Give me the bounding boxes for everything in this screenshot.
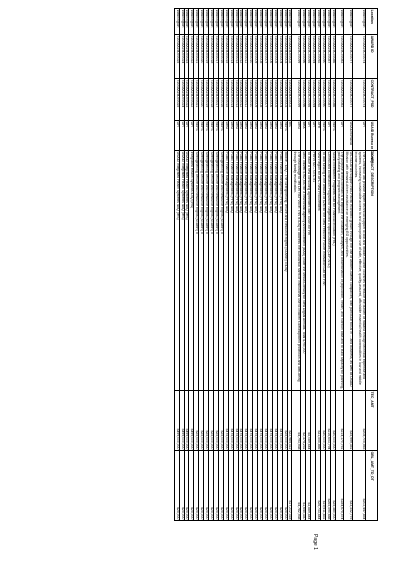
cell-obl-amt: $25,000 xyxy=(233,451,238,521)
cell-tec-amt: $475,000,000 xyxy=(272,391,277,451)
cell-tec-amt: $22,984,312 xyxy=(287,391,292,451)
cell-location: Washington xyxy=(320,9,325,35)
cell-award-id: 7200AA19D00008 xyxy=(258,35,263,79)
cell-tec-amt: $31,555,866 xyxy=(316,391,321,451)
cell-location: Washington xyxy=(325,9,330,35)
cell-tec-amt: $475,000,000 xyxy=(258,391,263,451)
cell-tec-amt: $475,000,000 xyxy=(263,391,268,451)
cell-tec-amt: $475,000,000 xyxy=(277,391,282,451)
cell-description: DRD utilized $762,650 for a new Broad Agency Announcement (BAA) under the Media Literacy for New Digital Arrivals. Total $790,000 xyxy=(301,151,306,391)
cell-award-id: 7200AA19D00013 xyxy=(233,35,238,79)
cell-tec-amt: $475,000,000 xyxy=(233,391,238,451)
cell-award-id: 7200AA19D00003 xyxy=(282,35,287,79)
cell-award-id: 7200AA19C00092 xyxy=(316,35,321,79)
table-row xyxy=(330,9,335,521)
cell-location: Washington xyxy=(306,9,311,35)
cell-description: Strengthening Tenure and Resource Rights (STARR) II xyxy=(199,151,204,391)
cell-award-id: 7200AA19D00017 xyxy=(214,35,219,79)
header-location: Location xyxy=(366,9,378,35)
cell-location: Washington xyxy=(253,9,258,35)
cell-bureau: REFS xyxy=(194,121,199,151)
cell-award-id: 7200AA19D00011 xyxy=(243,35,248,79)
cell-location: Washington xyxy=(330,9,335,35)
cell-description: The purpose of this contract is to improve the utilization, analysis, and dissemination of population, health, and nutrition data and to build capacity for planning, policy-making and program management. xyxy=(336,151,345,389)
page-number: Page 1 xyxy=(312,534,318,550)
table-row xyxy=(316,9,321,521)
table-row xyxy=(311,9,316,521)
cell-description: Strengthening Tenure and Resource Rights (STARR) II xyxy=(218,151,223,391)
cell-award-id: 7200AA19C00095 xyxy=(306,35,311,79)
cell-description xyxy=(287,151,292,391)
table-row xyxy=(184,9,189,521)
cell-contract-psd: 7200AA19D00008 xyxy=(258,79,263,121)
table-row xyxy=(306,9,311,521)
table-row xyxy=(277,9,282,521)
cell-obl-amt: $25,000 xyxy=(179,451,184,521)
table-row xyxy=(204,9,209,521)
cell-description: Public Finance Management (PFM) IDIQ xyxy=(272,151,277,391)
cell-bureau: DRG xyxy=(228,121,233,151)
cell-obl-amt: $25,380,000 xyxy=(330,451,335,521)
cell-tec-amt: $25,000,000 xyxy=(214,391,219,451)
cell-obl-amt: $25,000 xyxy=(267,451,272,521)
cell-description: Public Finance Management (PFM) IDIQ xyxy=(267,151,272,391)
cell-description: USAID Integrated Health Systems IDIQ (IHS) xyxy=(184,151,189,391)
table-row xyxy=(253,9,258,521)
cell-location: Washington xyxy=(233,9,238,35)
cell-tec-amt xyxy=(311,391,316,451)
cell-description: To add funding in the amount of $2M for the New Feed the Future Innovation Lab for Fish xyxy=(320,151,325,391)
cell-bureau: REFS xyxy=(218,121,223,151)
header-tec-amt: TEC_AMT xyxy=(366,391,378,451)
cell-tec-amt: $25,000,000 xyxy=(204,391,209,451)
cell-bureau: MS xyxy=(287,121,292,151)
cell-description: To issue a new consulting agreement with Tusch for HR xyxy=(306,151,311,391)
table-row xyxy=(223,9,228,521)
cell-contract-psd: 7200AA19D00003 xyxy=(282,79,287,121)
cell-contract-psd: 7200AA19C00090 xyxy=(320,79,325,121)
cell-award-id: 7200AA19C00094 xyxy=(311,35,316,79)
table-row xyxy=(320,9,325,521)
cell-tec-amt: $25,000,000 xyxy=(199,391,204,451)
cell-award-id: 7200AA19C00074 xyxy=(353,35,366,79)
cell-location: Washington xyxy=(228,9,233,35)
cell-tec-amt: $216,653,794 xyxy=(325,391,330,451)
cell-bureau: DRG xyxy=(253,121,258,151)
cell-contract-psd: 7200AA19D00010 xyxy=(248,79,253,121)
table-row xyxy=(189,9,194,521)
cell-award-id: 7200AA19C00086 xyxy=(330,35,335,79)
cell-award-id: 7200AA19D00006 xyxy=(267,35,272,79)
cell-award-id: 7200AA19D00015 xyxy=(223,35,228,79)
cell-contract-psd: 7200AA19D00005 xyxy=(272,79,277,121)
cell-award-id: 7200AA19D00004 xyxy=(277,35,282,79)
cell-contract-psd: 7200AA19D00025 xyxy=(174,79,179,121)
cell-bureau: BHA xyxy=(301,121,306,151)
table-row xyxy=(325,9,330,521)
cell-bureau: DRG xyxy=(272,121,277,151)
cell-description: PRH/TSU – GTC #1 xyxy=(311,151,316,391)
cell-obl-amt: $202,447,854 xyxy=(353,451,366,521)
cell-bureau: REFS xyxy=(209,121,214,151)
cell-location: Washington xyxy=(199,9,204,35)
cell-location: Washington xyxy=(243,9,248,35)
cell-award-id: 7200AA19D00020 xyxy=(199,35,204,79)
cell-obl-amt: $25,000 xyxy=(218,451,223,521)
cell-award-id: 7200AA19C00099 xyxy=(292,35,301,79)
cell-contract-psd: 7200AA19C00087 xyxy=(325,79,330,121)
cell-description: Strengthening Tenure and Resource Rights (STARR) II xyxy=(214,151,219,391)
cell-obl-amt: $25,000 xyxy=(199,451,204,521)
cell-obl-amt: $25,000 xyxy=(258,451,263,521)
cell-obl-amt: $25,000 xyxy=(272,451,277,521)
cell-obl-amt: $265,595,688 xyxy=(325,451,330,521)
cell-tec-amt: $214,170,751 xyxy=(335,391,344,451)
cell-tec-amt: $475,000,000 xyxy=(223,391,228,451)
cell-bureau: GH xyxy=(353,121,366,151)
cell-bureau: GH xyxy=(306,121,311,151)
cell-location: Washington xyxy=(292,9,301,35)
cell-obl-amt: $1,645,330 xyxy=(301,451,306,521)
cell-description: Public Finance Management (PFM) IDIQ xyxy=(248,151,253,391)
cell-bureau: GH xyxy=(174,121,179,151)
cell-bureau: DRG xyxy=(292,121,301,151)
cell-description: Integrated Health Systems IDIQ (IHS) xyxy=(189,151,194,391)
cell-award-id: 7200AA19D00002 xyxy=(287,35,292,79)
cell-location: Washington xyxy=(277,9,282,35)
cell-obl-amt: $25,000 xyxy=(253,451,258,521)
cell-bureau: DRG xyxy=(243,121,248,151)
cell-award-id: 7200AA19D00005 xyxy=(272,35,277,79)
cell-description: USAID Integrated Health Systems IDIQ (IHS) xyxy=(179,151,184,391)
cell-contract-psd: 7200AA19D00014 xyxy=(228,79,233,121)
cell-award-id: 7200AA19D00010 xyxy=(248,35,253,79)
cell-bureau: DRG xyxy=(223,121,228,151)
cell-bureau: AFR xyxy=(316,121,321,151)
table-row xyxy=(258,9,263,521)
cell-obl-amt xyxy=(311,451,316,521)
cell-award-id: 7200AA19D00018 xyxy=(209,35,214,79)
cell-tec-amt: $25,000,000 xyxy=(282,391,287,451)
table-row xyxy=(353,9,366,521)
cell-location: Washington xyxy=(194,9,199,35)
cell-description: The Contractor will provide expert technical support to low and middle-income countries to reduce the burden of malaria through technical expertise and systems, increasing sustainable access to and appropriate use of safe, effective, quality-assured, affordable essential health commodities in low and middle income countries. xyxy=(353,151,366,391)
cell-contract-psd: 7200AA19C00077 xyxy=(344,79,353,121)
cell-obl-amt: $4,782,938 xyxy=(292,451,301,521)
cell-bureau: DRG xyxy=(233,121,238,151)
cell-tec-amt: $499,000,000 xyxy=(174,391,179,451)
cell-award-id: 7200AA19D00012 xyxy=(238,35,243,79)
cell-bureau: REFS xyxy=(320,121,325,151)
cell-obl-amt: $25,000 xyxy=(248,451,253,521)
cell-obl-amt: $25,000 xyxy=(243,451,248,521)
cell-tec-amt: $475,000,000 xyxy=(248,391,253,451)
cell-award-id: 7200AA19C00096 xyxy=(301,35,306,79)
cell-contract-psd: 7200AA19D00018 xyxy=(209,79,214,121)
cell-contract-psd: 7200AA19D00024 xyxy=(179,79,184,121)
cell-contract-psd: 7200AA19D00019 xyxy=(204,79,209,121)
cell-location: Washington xyxy=(282,9,287,35)
cell-award-id: 7200AA19D00023 xyxy=(184,35,189,79)
cell-contract-psd: 7200AA19C00096 xyxy=(301,79,306,121)
cell-bureau: GH xyxy=(189,121,194,151)
cell-bureau: GH xyxy=(184,121,189,151)
cell-tec-amt: $475,000,000 xyxy=(238,391,243,451)
cell-tec-amt: $499,000,000 xyxy=(189,391,194,451)
cell-tec-amt: $4,793,938 xyxy=(292,391,301,451)
cell-contract-psd: 7200AA19C00083 xyxy=(335,79,344,121)
cell-tec-amt: $475,000,000 xyxy=(267,391,272,451)
cell-bureau: DRG xyxy=(263,121,268,151)
cell-location: Washington xyxy=(258,9,263,35)
cell-contract-psd: 7200AA19C00094 xyxy=(311,79,316,121)
cell-description: Mobile - IDIQ - The Strengthening Tenure and Resource Rights (STARR) II IDIQ xyxy=(282,151,287,391)
cell-obl-amt: $25,000 xyxy=(238,451,243,521)
cell-location: Washington xyxy=(316,9,321,35)
cell-obl-amt: $25,000 xyxy=(184,451,189,521)
cell-location: Washington xyxy=(218,9,223,35)
cell-tec-amt: $499,000,000 xyxy=(184,391,189,451)
cell-location: Washington xyxy=(263,9,268,35)
cell-bureau: DRG xyxy=(248,121,253,151)
table-row xyxy=(174,9,179,521)
cell-description: The new Bridge to Tell Let Your Voice: This is IDIQ to address the substantial harm of institutional use to children's development protection and well-being through family reunification. xyxy=(292,151,301,391)
cell-location: Washington xyxy=(209,9,214,35)
cell-contract-psd: 7200AA19D00007 xyxy=(263,79,268,121)
cell-description: Public Finance Management (PFM) IDIQ xyxy=(223,151,228,391)
table-row xyxy=(194,9,199,521)
cell-tec-amt: $30,000,000 xyxy=(330,391,335,451)
cell-obl-amt: $25,000 xyxy=(204,451,209,521)
cell-bureau: REFS xyxy=(282,121,287,151)
cell-description: Public Finance Management (PFM) IDIQ xyxy=(263,151,268,391)
cell-description: Public Finance Management (PFM) IDIQ xyxy=(228,151,233,391)
table-row xyxy=(248,9,253,521)
table-row xyxy=(272,9,277,521)
cell-contract-psd: 7200AA19D00020 xyxy=(199,79,204,121)
table-body xyxy=(174,9,365,521)
cell-description: Strengthening Tenure and Resource Rights (STARR) II xyxy=(204,151,209,391)
cell-award-id: 7200AA19D00019 xyxy=(204,35,209,79)
cell-description: Public Finance Management (PFM) IDIQ xyxy=(243,151,248,391)
cell-obl-amt: $25,000 xyxy=(189,451,194,521)
table-row xyxy=(238,9,243,521)
cell-award-id: 7200AA19D00016 xyxy=(218,35,223,79)
cell-bureau: DRG xyxy=(258,121,263,151)
cell-contract-psd: 7200AA19D00021 xyxy=(194,79,199,121)
table-row xyxy=(287,9,292,521)
table-header-row xyxy=(366,9,378,521)
cell-award-id: 7200AA19C00087 xyxy=(325,35,330,79)
cell-location: Washington xyxy=(223,9,228,35)
cell-contract-psd: 7200AA19D00002 xyxy=(287,79,292,121)
cell-location: Washington xyxy=(287,9,292,35)
cell-tec-amt: $208,705,563 xyxy=(353,391,366,451)
cell-description: New Region for AFC New Procurement xyxy=(316,151,321,391)
cell-contract-psd: 7200AA19C00095 xyxy=(306,79,311,121)
table-row xyxy=(218,9,223,521)
table-row xyxy=(344,9,353,521)
table-row xyxy=(233,9,238,521)
cell-contract-psd: 7200AA19D00022 xyxy=(189,79,194,121)
cell-bureau: REFS xyxy=(214,121,219,151)
table-row xyxy=(292,9,301,521)
cell-obl-amt: $184,675,574 xyxy=(335,451,344,521)
cell-award-id: 7200AA19D00025 xyxy=(174,35,179,79)
cell-award-id: 7200AA19D00014 xyxy=(228,35,233,79)
cell-tec-amt: $475,000,000 xyxy=(243,391,248,451)
cell-contract-psd: 7200AA19D00012 xyxy=(238,79,243,121)
cell-award-id: 7200AA19C00077 xyxy=(344,35,353,79)
cell-award-id: 7200AA19C00090 xyxy=(320,35,325,79)
cell-description: Public Finance Management (PFM) IDIQ xyxy=(233,151,238,391)
table-row xyxy=(214,9,219,521)
cell-location: Washington xyxy=(184,9,189,35)
cell-award-id: 7200AA19C00083 xyxy=(335,35,344,79)
cell-obl-amt: $25,000 xyxy=(223,451,228,521)
cell-obl-amt: $25,000 xyxy=(228,451,233,521)
cell-description: Strengthening Tenure and Resource Rights (STARR) II xyxy=(209,151,214,391)
cell-obl-amt: $25,000 xyxy=(277,451,282,521)
cell-bureau: DRG xyxy=(267,121,272,151)
cell-tec-amt: $25,000,000 xyxy=(194,391,199,451)
header-bureau: USAID Bureau or Country xyxy=(366,121,378,151)
cell-description: Public Finance Management (PFM) IDIQ xyxy=(253,151,258,391)
cell-bureau: USAID/GHANA xyxy=(344,121,353,151)
cell-location: Washington xyxy=(311,9,316,35)
cell-contract-psd: 7200AA19D00004 xyxy=(277,79,282,121)
cell-bureau: GH xyxy=(325,121,330,151)
cell-tec-amt: $475,000,000 xyxy=(253,391,258,451)
cell-description: USAID Integrated Health Systems IDIQ (IHS) xyxy=(174,151,179,391)
cell-contract-psd: 7200AA19C00086 xyxy=(330,79,335,121)
cell-tec-amt: $25,000,000 xyxy=(218,391,223,451)
cell-contract-psd: 7200AA19C00074 xyxy=(353,79,366,121)
cell-description: Strengthening Tenure and Resource Rights (STARR) II xyxy=(194,151,199,391)
cell-contract-psd: 7200AA19D00013 xyxy=(233,79,238,121)
contracts-table xyxy=(174,8,378,521)
table-row xyxy=(228,9,233,521)
cell-tec-amt: $475,000,000 xyxy=(228,391,233,451)
cell-award-id: 7200AA19D00009 xyxy=(253,35,258,79)
cell-award-id: 7200AA19D00007 xyxy=(263,35,268,79)
cell-obl-amt: $25,000 xyxy=(174,451,179,521)
cell-contract-psd: 7200AA19D00015 xyxy=(223,79,228,121)
cell-tec-amt: $25,000,000 xyxy=(209,391,214,451)
header-contract-psd: CONTRACT_PSD xyxy=(366,79,378,121)
cell-obl-amt: $17,212,318 xyxy=(287,451,292,521)
table-row xyxy=(263,9,268,521)
cell-award-id: 7200AA19D00021 xyxy=(194,35,199,79)
cell-contract-psd: 7200AA19D00023 xyxy=(184,79,189,121)
header-award-id: AWARD ID xyxy=(366,35,378,79)
table-row xyxy=(267,9,272,521)
cell-award-id: 7200AA19D00022 xyxy=(189,35,194,79)
cell-description: Public Finance Management (PFM) IDIQ xyxy=(277,151,282,391)
table-row xyxy=(335,9,344,521)
cell-contract-psd: 7200AA19D00011 xyxy=(243,79,248,121)
cell-description: Sound Investment Programs: Lab for Financial Inclusion (FRL) xyxy=(330,151,335,391)
cell-obl-amt: $19,911,831 xyxy=(320,451,325,521)
cell-description: Control and Elimination Program for Neglected Tropical Diseases (CEP-NTD) xyxy=(325,151,330,391)
cell-bureau: GH xyxy=(311,121,316,151)
cell-location: Washington xyxy=(174,9,179,35)
cell-bureau: REFS xyxy=(199,121,204,151)
cell-description: Public Finance Management (PFM) IDIQ xyxy=(258,151,263,391)
cell-bureau: REFS xyxy=(204,121,209,151)
cell-bureau: DRG xyxy=(277,121,282,151)
cell-obl-amt: $33,332,775 xyxy=(344,451,353,521)
header-obl-amt: OBL_AMT_TD_DT xyxy=(366,451,378,521)
cell-contract-psd: 7200AA19D00009 xyxy=(253,79,258,121)
cell-location: Washington xyxy=(238,9,243,35)
cell-obl-amt: $26,733,844 xyxy=(316,451,321,521)
table-row xyxy=(301,9,306,521)
header-description: CONTRACT_DESCRIPTION xyxy=(366,151,378,391)
cell-obl-amt: $25,000 xyxy=(209,451,214,521)
cell-location: Washington xyxy=(344,9,353,35)
cell-location: Washington xyxy=(272,9,277,35)
table-row xyxy=(282,9,287,521)
cell-obl-amt: $25,000 xyxy=(214,451,219,521)
cell-description: Public Finance Management (PFM) IDIQ xyxy=(238,151,243,391)
cell-award-id: 7200AA19D00024 xyxy=(179,35,184,79)
cell-tec-amt: $35,999,351 xyxy=(344,391,353,451)
table-row xyxy=(209,9,214,521)
cell-location: Washington xyxy=(353,9,366,35)
cell-location: Washington xyxy=(301,9,306,35)
cell-location: Washington xyxy=(189,9,194,35)
cell-location: Washington xyxy=(179,9,184,35)
cell-location: Washington xyxy=(335,9,344,35)
rotated-table-container xyxy=(18,8,378,548)
cell-contract-psd: 7200AA19D00016 xyxy=(218,79,223,121)
cell-obl-amt: $25,000 xyxy=(194,451,199,521)
table-row xyxy=(243,9,248,521)
table-row xyxy=(179,9,184,521)
cell-description: US-SCUA will support Indo-Pacific economic growth through the use of women-owned companies, with particular focus in ... and business, as well as USAID Mission with demand-driven assistance on emerging EG opportunities. xyxy=(344,151,353,391)
cell-bureau: DRG xyxy=(238,121,243,151)
cell-contract-psd: 7200AA19C00092 xyxy=(316,79,321,121)
cell-bureau: REFS xyxy=(330,121,335,151)
cell-contract-psd: 7200AA19D00006 xyxy=(267,79,272,121)
cell-obl-amt: $25,000 xyxy=(263,451,268,521)
cell-contract-psd: 7200AA19D00017 xyxy=(214,79,219,121)
cell-bureau: GH xyxy=(179,121,184,151)
cell-location: Washington xyxy=(248,9,253,35)
cell-location: Washington xyxy=(204,9,209,35)
cell-bureau: GH xyxy=(335,121,344,151)
cell-location: Washington xyxy=(267,9,272,35)
cell-obl-amt: $25,000 xyxy=(282,451,287,521)
cell-tec-amt: $5,089,644 xyxy=(306,391,311,451)
table-row xyxy=(199,9,204,521)
cell-tec-amt: $499,000,000 xyxy=(179,391,184,451)
cell-obl-amt: $3,889,844 xyxy=(306,451,311,521)
cell-tec-amt: $30,000,000 xyxy=(320,391,325,451)
cell-contract-psd: 7200AA19C00099 xyxy=(292,79,301,121)
cell-tec-amt: $2,374,231 xyxy=(301,391,306,451)
cell-location: Washington xyxy=(214,9,219,35)
